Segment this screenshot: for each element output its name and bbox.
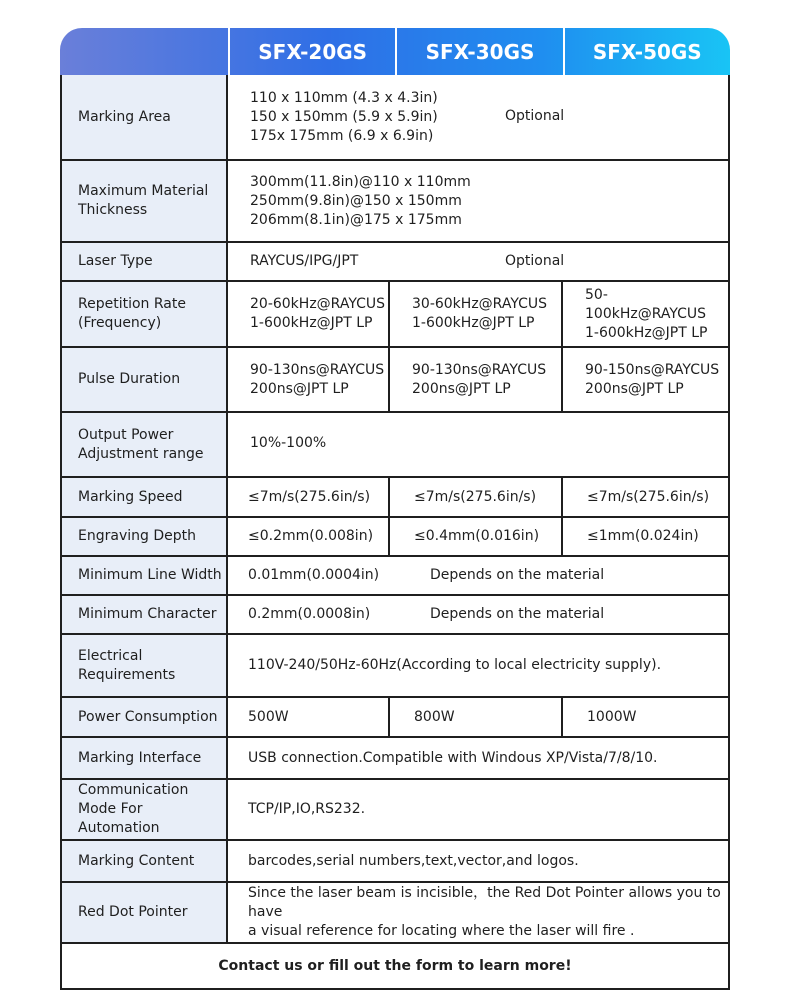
row-min-line-width — [62, 555, 728, 594]
value-cell: ≤0.2mm(0.008in) — [248, 528, 374, 544]
row-value — [228, 557, 728, 594]
row-label: Minimum Character — [62, 596, 228, 633]
row-label: Engraving Depth — [62, 518, 228, 555]
value-cell: 90-130ns@RAYCUS 200ns@JPT LP — [388, 348, 561, 411]
row-label: Marking Interface — [62, 738, 228, 778]
row-label: Marking Area — [62, 75, 228, 159]
value-cell: ≤0.4mm(0.016in) — [388, 518, 561, 555]
row-value — [228, 243, 728, 280]
material-note: Depends on the material — [430, 567, 605, 583]
value-cell: 90-150ns@RAYCUS 200ns@JPT LP — [561, 348, 728, 411]
row-red-dot-pointer — [62, 881, 728, 942]
row-values — [228, 282, 728, 346]
row-label: Communication Mode For Automation — [62, 780, 228, 839]
row-value — [228, 161, 728, 241]
model-sfx-30gs: SFX-30GS — [395, 28, 562, 75]
row-engraving-depth — [62, 516, 728, 555]
value-cell: 30-60kHz@RAYCUS 1-600kHz@JPT LP — [388, 282, 561, 346]
max-thickness-value: 300mm(11.8in)@110 x 110mm 250mm(9.8in)@150 x 150mm 206mm(8.1in)@175 x 175mm — [250, 173, 471, 228]
value-cell: 50-100kHz@RAYCUS 1-600kHz@JPT LP — [561, 282, 728, 346]
row-marking-speed — [62, 476, 728, 516]
row-label: Repetition Rate (Frequency) — [62, 282, 228, 346]
output-power-value: 10%-100% — [250, 435, 327, 451]
marking-content-value: barcodes,serial numbers,text,vector,and logos. — [248, 852, 579, 869]
row-label: Minimum Line Width — [62, 557, 228, 594]
row-value — [228, 883, 728, 942]
min-line-width-value: 0.01mm(0.0004in) — [248, 567, 380, 583]
row-label: Power Consumption — [62, 698, 228, 736]
marking-area-value: 110 x 110mm (4.3 x 4.3in) 150 x 150mm (5.9 x 5.9in) 175x 175mm (6.9 x 6.9in) — [250, 89, 438, 144]
row-repetition-rate — [62, 280, 728, 346]
laser-type-value: RAYCUS/IPG/JPT — [250, 253, 359, 269]
marking-interface-value: USB connection.Compatible with Windous XP/Vista/7/8/10. — [248, 749, 658, 766]
row-value — [228, 738, 728, 778]
contact-footer[interactable]: Contact us or fill out the form to learn more! — [62, 942, 728, 988]
row-label: Marking Speed — [62, 478, 228, 516]
row-label: Red Dot Pointer — [62, 883, 228, 942]
value-cell: ≤7m/s(275.6in/s) — [248, 488, 371, 505]
row-values — [228, 698, 728, 736]
row-values — [228, 348, 728, 411]
row-min-character — [62, 594, 728, 633]
row-label: Electrical Requirements — [62, 635, 228, 696]
row-value — [228, 780, 728, 839]
red-dot-value: Since the laser beam is incisible，the Red Dot Pointer allows you to have a visual reference for locating where the laser will fire . — [248, 885, 721, 939]
row-value — [228, 596, 728, 633]
value-cell: ≤7m/s(275.6in/s) — [388, 478, 561, 516]
value-cell: 1000W — [561, 698, 728, 736]
value-cell: ≤1mm(0.024in) — [561, 518, 728, 555]
row-label: Laser Type — [62, 243, 228, 280]
header-blank — [60, 28, 228, 75]
row-value — [228, 635, 728, 696]
row-power-consumption — [62, 696, 728, 736]
electrical-value: 110V-240/50Hz-60Hz(According to local electricity supply). — [248, 657, 662, 673]
row-marking-area — [62, 75, 728, 159]
row-value — [228, 413, 728, 476]
row-label: Maximum Material Thickness — [62, 161, 228, 241]
model-sfx-50gs: SFX-50GS — [563, 28, 730, 75]
spec-body — [60, 75, 730, 990]
value-cell: 90-130ns@RAYCUS 200ns@JPT LP — [250, 362, 385, 397]
row-max-thickness — [62, 159, 728, 241]
row-pulse-duration — [62, 346, 728, 411]
row-marking-interface — [62, 736, 728, 778]
value-cell: 20-60kHz@RAYCUS 1-600kHz@JPT LP — [250, 296, 386, 331]
row-laser-type — [62, 241, 728, 280]
row-communication — [62, 778, 728, 839]
row-values — [228, 518, 728, 555]
model-header — [60, 28, 730, 75]
communication-value: TCP/IP,IO,RS232. — [248, 801, 366, 817]
model-sfx-20gs: SFX-20GS — [228, 28, 395, 75]
row-label: Output Power Adjustment range — [62, 413, 228, 476]
row-output-power — [62, 411, 728, 476]
row-label: Pulse Duration — [62, 348, 228, 411]
optional-note: Optional — [505, 108, 565, 124]
optional-note: Optional — [505, 253, 565, 269]
row-electrical — [62, 633, 728, 696]
row-value — [228, 841, 728, 881]
spec-table — [60, 28, 730, 990]
min-character-value: 0.2mm(0.0008in) — [248, 606, 371, 622]
row-values — [228, 478, 728, 516]
row-value — [228, 75, 728, 159]
row-label: Marking Content — [62, 841, 228, 881]
material-note: Depends on the material — [430, 606, 605, 622]
value-cell: 500W — [248, 708, 289, 725]
value-cell: 800W — [388, 698, 561, 736]
value-cell: ≤7m/s(275.6in/s) — [561, 478, 728, 516]
row-marking-content — [62, 839, 728, 881]
